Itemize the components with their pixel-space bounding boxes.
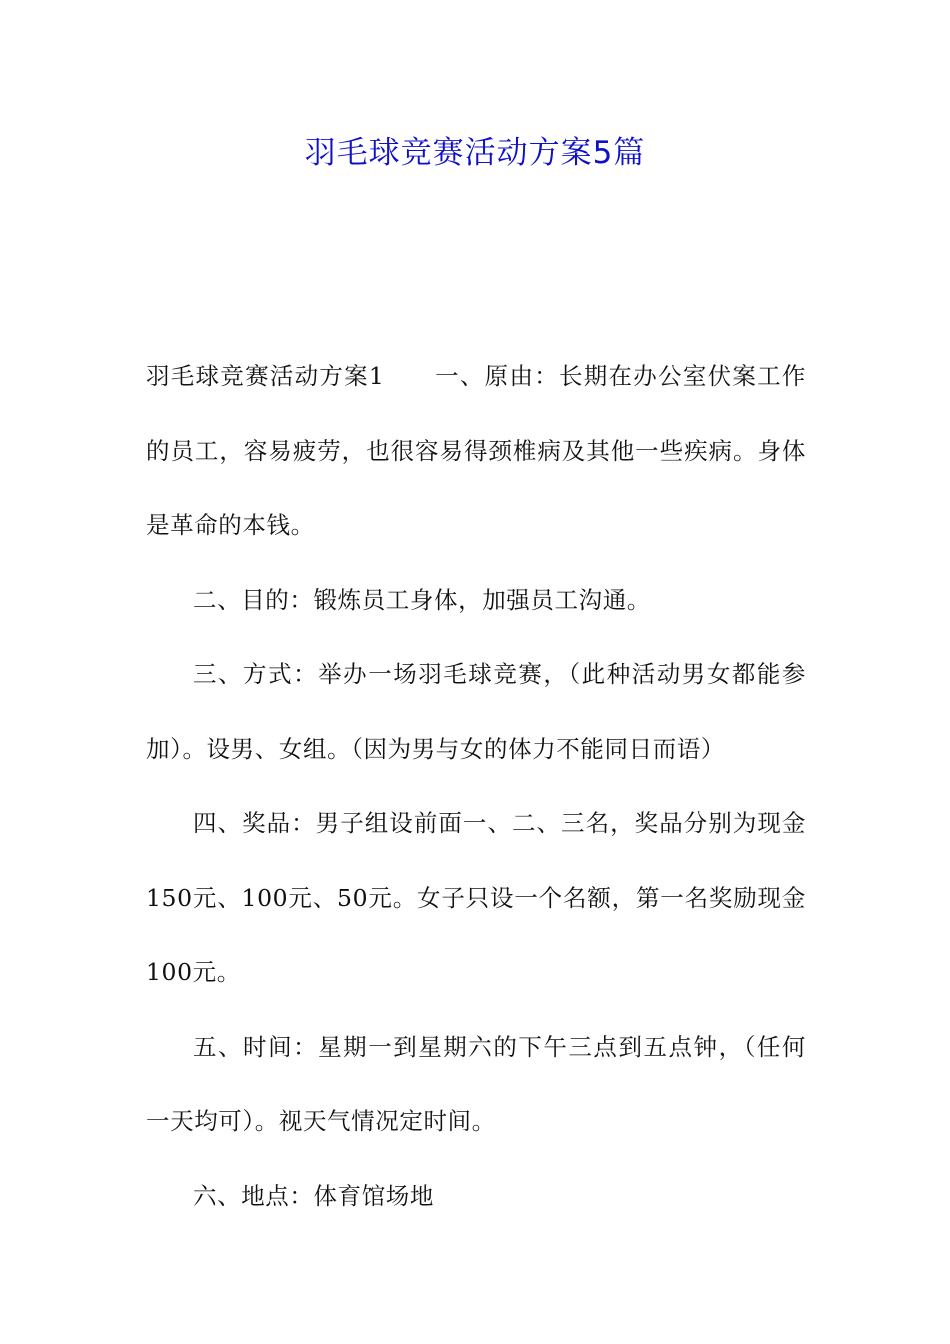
- paragraph-5: 五、时间：星期一到星期六的下午三点到五点钟，（任何一天均可）。视天气情况定时间。: [146, 1032, 806, 1135]
- paragraph-text: 一、原由：长期在办公室伏案工作的员工，容易疲劳，也很容易得颈椎病及其他一些疾病。身体是革命的本钱。: [146, 362, 806, 539]
- document-body: [146, 339, 806, 1233]
- paragraph-6: 六、地点：体育馆场地: [193, 1181, 434, 1210]
- paragraph-3: 三、方式：举办一场羽毛球竞赛，（此种活动男女都能参加）。设男、女组。（因为男与女的体力不能同日而语）: [146, 660, 806, 763]
- section-heading: 羽毛球竞赛活动方案1: [146, 362, 385, 390]
- document-title: 羽毛球竞赛活动方案5篇: [304, 135, 646, 171]
- paragraph-1: [146, 339, 806, 563]
- paragraph-4: 四、奖品：男子组设前面一、二、三名，奖品分别为现金150元、100元、50元。女子只设一个名额，第一名奖励现金100元。: [146, 809, 806, 986]
- paragraph-2: 二、目的：锻炼员工身体，加强员工沟通。: [193, 585, 651, 614]
